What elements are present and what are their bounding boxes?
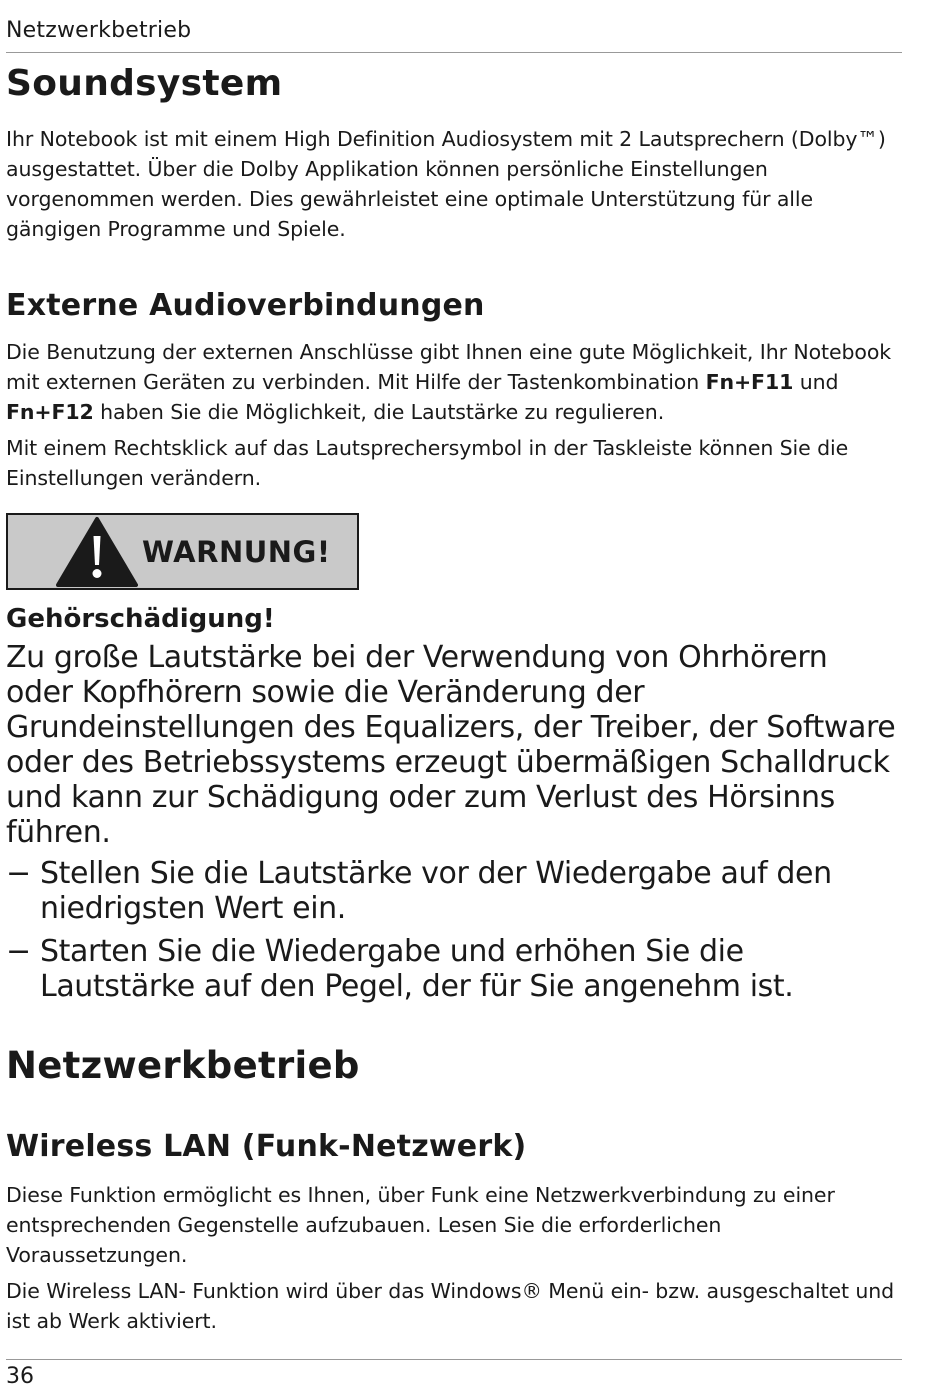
warning-triangle-icon [56, 516, 138, 588]
list-item-text: Starten Sie die Wiedergabe und erhöhen Sie die Lautstärke auf den Pegel, der für Sie angenehm ist. [40, 934, 794, 1004]
chapter-title: Netzwerkbetrieb [6, 1044, 360, 1087]
paragraph: Die Wireless LAN- Funktion wird über das Windows® Menü ein- bzw. ausgeschaltet und ist ab Werk aktiviert. [6, 1279, 895, 1333]
paragraph: Ihr Notebook ist mit einem High Definition Audiosystem mit 2 Lautsprechern (Dolby™) ausgestattet. Über die Dolby Applikation können persönliche Einstellungen vorgenommen werden. Dies gewährleistet eine optimale Unterstützung für alle gängigen Programme und Spiele. [6, 127, 886, 241]
paragraph [6, 337, 902, 427]
paragraph: Diese Funktion ermöglicht es Ihnen, über Funk eine Netzwerkverbindung zu einer entsprechenden Gegenstelle aufzubauen. Lesen Sie die erforderlichen Voraussetzungen. [6, 1183, 835, 1267]
key-combination: Fn+F11 [705, 370, 794, 394]
section-external-audio [6, 288, 902, 493]
section-title: Externe Audioverbindungen [6, 288, 485, 323]
warning-label: WARNUNG! [142, 534, 331, 569]
list-item [6, 934, 902, 1004]
list-item [6, 856, 902, 926]
section-soundsystem [6, 63, 902, 244]
section-title: Wireless LAN (Funk-Netzwerk) [6, 1129, 527, 1164]
warning-block [6, 513, 902, 1004]
text-run: haben Sie die Möglichkeit, die Lautstärke zu regulieren. [93, 400, 665, 424]
text-run: und [793, 370, 839, 394]
warning-title: Gehörschädigung! [6, 604, 275, 634]
text-run: Die Benutzung der externen Anschlüsse gibt Ihnen eine gute Möglichkeit, Ihr Notebook mit externen Geräten zu verbinden. Mit Hilfe der Tastenkombination [6, 340, 892, 394]
warning-text: Zu große Lautstärke bei der Verwendung von Ohrhörern oder Kopfhörern sowie die Veränderung der Grundeinstellungen des Equalizers, der Treiber, der Software oder des Betriebssystems erzeugt übermäßigen Schalldruck und kann zur Schädigung oder zum Verlust des Hörsinns führen. [6, 640, 896, 850]
page-footer [6, 1359, 902, 1389]
warning-banner [6, 513, 359, 590]
list-item-text: Stellen Sie die Lautstärke vor der Wiedergabe auf den niedrigsten Wert ein. [40, 856, 832, 926]
running-header: Netzwerkbetrieb [6, 0, 902, 53]
warning-steps [6, 856, 902, 1004]
bullet-dash: − [6, 856, 31, 891]
section-network [6, 1044, 902, 1336]
bullet-dash: − [6, 934, 31, 969]
key-combination: Fn+F12 [6, 400, 94, 424]
page [6, 0, 902, 1342]
page-number: 36 [6, 1364, 34, 1389]
section-title: Soundsystem [6, 63, 283, 104]
paragraph: Mit einem Rechtsklick auf das Lautsprechersymbol in der Taskleiste können Sie die Einstellungen verändern. [6, 436, 849, 490]
